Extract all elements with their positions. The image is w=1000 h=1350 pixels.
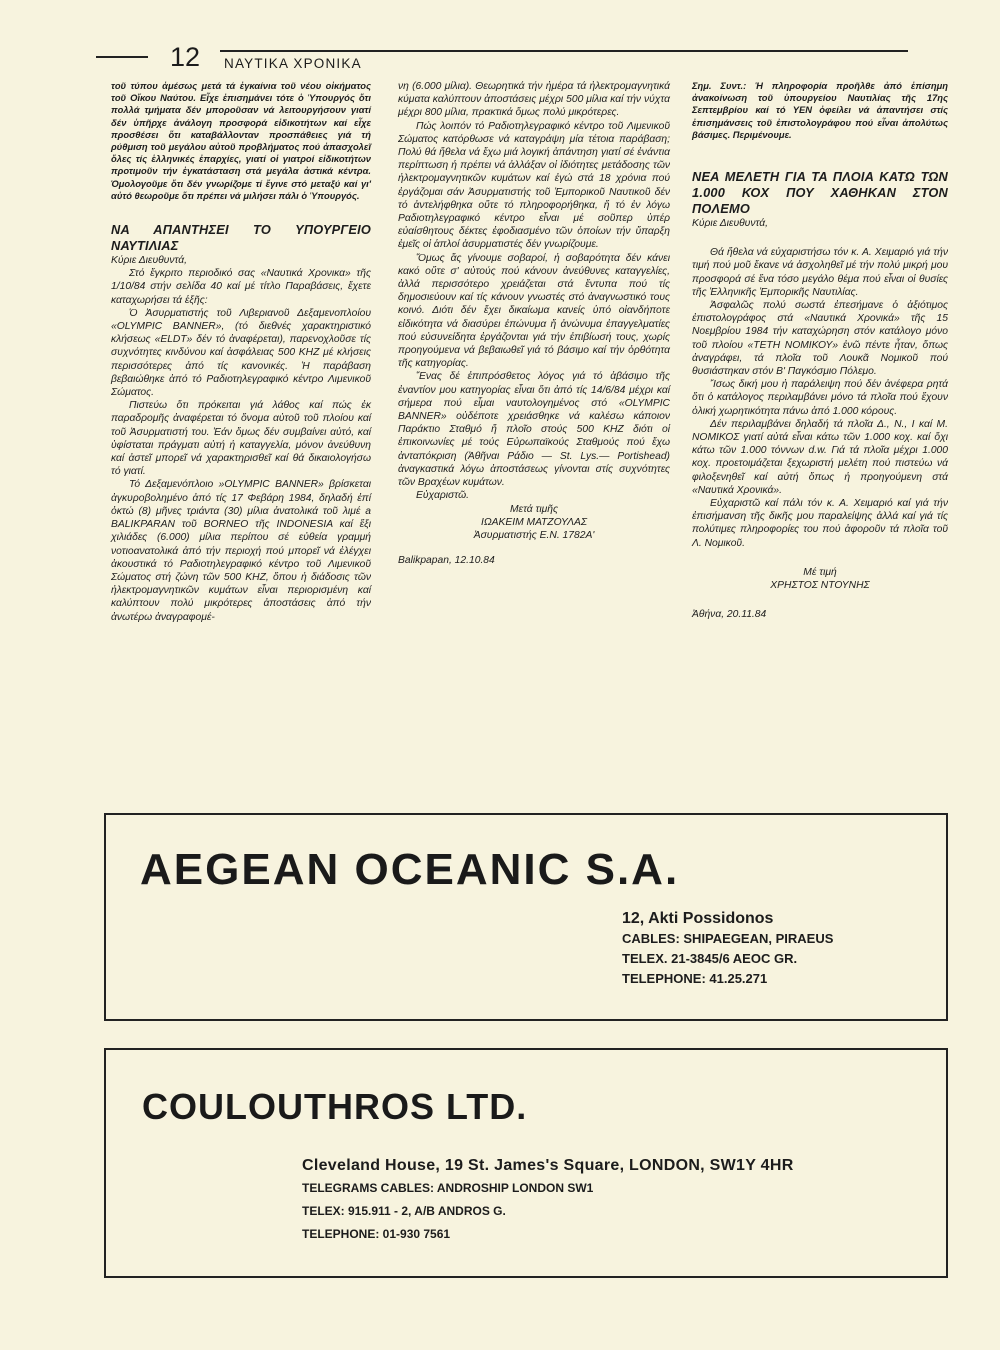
col1-heading: ΝΑ ΑΠΑΝΤΗΣΕΙ ΤΟ ΥΠΟΥΡΓΕΙΟ ΝΑΥΤΙΛΙΑΣ	[111, 222, 371, 254]
col3-paragraph: Δέν περιλαμβάνει δηλαδή τά πλοῖα Δ., Ν., Ι καί Μ. ΝΟΜΙΚΟΣ γιατί αὐτά εἶναι κάτω τῶν 1.000 κοχ. καί ὄχι κάτω τῶν 1.000 τόννων d.w. Γιά τά πλοῖα μέχρι 1.000 κοχ. προετοιμάζεται ξεχωριστή μελέτη πού πιστεύω νά φιλοξενηθεῖ καί αὐτή ὅπως ἡ προηγούμενη στά «Ναυτικά Χρονικά».	[692, 418, 948, 496]
editor-note-text: Ἡ πληροφορία προῆλθε ἀπό ἐπίσημη ἀνακοίνωση τοῦ ὑπουργείου Ναυτιλίας τῆς 17ης Σεπτεμβρίου καί τό ΥΕΝ ὀφείλει νά ἀπαντήσει στίς ἐπισημάνσεις τοῦ ἐπιστολογράφου πού εἶναι ἀπολύτως βάσιμες. Περιμένουμε.	[692, 80, 948, 140]
col3-heading: ΝΕΑ ΜΕΛΕΤΗ ΓΙΑ ΤΑ ΠΛΟΙΑ ΚΑΤΩ ΤΩΝ 1.000 ΚΟΧ ΠΟΥ ΧΑΘΗΚΑΝ ΣΤΟΝ ΠΟΛΕΜΟ	[692, 169, 948, 217]
col3-place-date: Ἀθήνα, 20.11.84	[692, 609, 767, 621]
col2-signer-title: Ἀσυρματιστής Ε.Ν. 1782Α'	[473, 529, 595, 541]
ad1-firm-name: AEGEAN OCEANIC S.A.	[140, 845, 680, 894]
advertisement-aegean-oceanic	[104, 813, 948, 1021]
advertisement-coulouthros	[104, 1048, 948, 1278]
column-3	[692, 80, 948, 622]
col1-paragraph: Ὁ Ἀσυρματιστής τοῦ Λιβεριανοῦ Δεξαμενοπλοίου «OLYMPIC BANNER», (τό διεθνές χαρακτηριστικό κλήσεως «ELDT» δέν τό ἀναφέρεται), παρενοχλοῦσε τίς συχνότητες κινδύνου καί ἀσφάλειας 500 KHZ μέ κλήσεις περισσότερες ἀπό τίς κανονικές. Ἡ παράβαση βεβαιώθηκε ἀπό τό Ραδιοτηλεγραφικό κέντρο Λιμενικοῦ Σώματος.	[111, 307, 371, 399]
col1-paragraph: Τό Δεξαμενόπλοιο »OLYMPIC BANNER» βρίσκεται ἀγκυροβολημένο ἀπό τίς 17 Φεβάρη 1984, δηλαδή ἐπί ὀκτώ (8) μῆνες τριάντα (30) μίλια ἀνατολικά τοῦ λιμέ a BALIKPARAN τοῦ BORNEO τῆς INDONESIA καί ἕξι χιλιάδες (6.000) μίλια περίπου σέ εὐθεία γραμμή νοτιοανατολικά ἀπό τήν περιοχή πού μπορεῖ νά ἐλέγχει ἀκουστικά τό Ραδιοτηλεγραφικό κέντρο τοῦ Λιμενικοῦ Σώματος στή ζώνη τῶν 500 KHZ, ὅπου ἡ διάδοσις τῶν ἠλεκτρομαγνητικῶν κυμάτων εἶναι περιορισμένη καί καλύπτουν πολύ μικρότερες ἀποστάσεις ἀπό τήν ἀνωτέρω ἀναγραφομέ-	[111, 479, 371, 623]
column-1	[111, 80, 371, 624]
col3-paragraph: Ἀσφαλῶς πολύ σωστά ἐπεσήμανε ὁ ἀξιότιμος ἐπιστολογράφος στά «Ναυτικά Χρονικά» τῆς 15 Νοεμβρίου 1984 τήν καταχώρηση στόν κατάλογο μόνο τοῦ πλοίου «ΤΕΤΗ ΝΟΜΙΚΟΥ» ἐνῶ πέντε ἦταν, ὅπως ἀναγράφει, τά πλοῖα τοῦ Λουκᾶ Νομικοῦ πού θυσιάστηκαν στόν Β' Παγκόσμιο Πόλεμο.	[692, 300, 948, 378]
ad2-telex: TELEX: 915.911 - 2, A/B ANDROS G.	[302, 1204, 506, 1218]
col2-paragraph: Ἕνας δέ ἐπιπρόσθετος λόγος γιά τό ἀβάσιμο τῆς ἐναντίον μου κατηγορίας εἶναι ὅτι ἀπό τίς 14/6/84 μέχρι καί σήμερα πού εἶμαι ναυτολογημένος στό «OLYMPIC BANNER» οὐδέποτε χρειάσθηκε νά καλέσω κάποιον Παράκτιο Σταθμό ἤ πλοῖο στούς 500 KHZ διότι οἱ ἐπικοινωνίες μέ τούς Εὐρωπαϊκούς Σταθμούς πού ἔχω ἀνταπόκριση (Ἀθῆναι Ράδιο — St. Lys.— Portishead) ἀναγκαστικά λόγω ἀποστάσεως γίνονται στίς συχνότητες τῶν Βραχέων κυμάτων.	[398, 371, 670, 489]
ad2-firm-name: COULOUTHROS LTD.	[142, 1086, 528, 1127]
col1-paragraph: Πιστεύω ὅτι πρόκειται γιά λάθος καί πώς ἐκ παραδρομῆς ἀναφέρεται τό ὄνομα αὐτοῦ τοῦ πλοίου καί τοῦ Ἀσυρματιστή του. Ἐάν ὅμως δέν συμβαίνει αὐτό, καί ὑφίσταται πράγματι αὐτή ἡ καταγγελία, μόνον ἀνεύθυνη καί ἀστεῖ μπορεῖ νά χαρακτηρισθεῖ καί θά δικαιολογήσω τό γιατί.	[111, 400, 371, 478]
col2-paragraph: νη (6.000 μίλια). Θεωρητικά τήν ἡμέρα τά ἠλεκτρομαγνητικά κύματα καλύπτουν ἀποστάσεις μέχρι 500 μίλια καί τήν νύχτα μέχρι 800 μίλια, πρακτικά ὅμως πολύ μικρότερες.	[398, 81, 670, 119]
ad2-contact-block	[302, 1154, 794, 1246]
column-2	[398, 80, 670, 567]
editor-note-label: Σημ. Συντ.:	[692, 80, 747, 91]
col2-paragraph: Πώς λοιπόν τό Ραδιοτηλεγραφικό κέντρο τοῦ Λιμενικοῦ Σώματος κατόρθωσε νά καταγράψη μία τέτοια παράβαση; Πολύ θά ἤθελα νά ἔχω μιά λογική ἀπάντηση γιατί σέ ἐνάντια περίπτωση ἡ πρέπει νά ἀλλάξαν οἱ ἰδιότητες μετάδοσης τῶν ἠλεκτρομαγνητικῶν κυμάτων καί ἐγώ στά 18 χρόνια πού ἐργάζομαι σάν Ἀσυρματιστής τοῦ Ἐμπορικοῦ Ναυτικοῦ δέν τό ἀντελήφθηκα οὔτε τό πληροφορήθηκα, ἤ τό ἐν λόγω Ραδιοτηλεγραφικό κέντρο εἶναι μέ σοῦπερ ὑπέρ εὐαίσθητους δέκτες ἐφοδιασμένο τῶν ὁποίων τήν ὕπαρξη ἐμεῖς οἱ ἁπλοί ἀσυρματιστές δέν γνωρίζουμε.	[398, 120, 670, 251]
col1-intro: τοῦ τύπου ἀμέσως μετά τά ἐγκαίνια τοῦ νέου οἰκήματος τοῦ Οἴκου Ναύτου. Εἶχε ἐπισημάνει τότε ὁ Ὑπουργός ὅτι πολλά τμήματα δέν μποροῦσαν νά λειτουργήσουν γιατί δέν ὑπῆρχε ἀνάλογη προσφορά εἰδικοτήτων καί εἶχε προσθέσει ὅτι καταβάλλονταν προσπάθειες γιά τή ρύθμιση τοῦ μεγάλου αὐτοῦ προβλήματος πού ἀπασχολεῖ ὅλες τίς ἑλληνικές ἐπαρχίες, γιατί οἱ γιατροί εἰδικοτήτων προτιμοῦν τήν ἐγκατάσταση στά μεγάλα ἀστικά κέντρα. Ὁμολογοῦμε ὅτι δέν γνωρίζομε τί ἔγινε στό μεταξύ καί γι' αὐτό θεωροῦμε ὅτι πρέπει νά μιλήσει πάλι ὁ Ὑπουργός.	[111, 80, 371, 201]
col3-regards: Μέ τιμή	[803, 566, 837, 578]
col3-paragraph: Ἴσως δική μου ἡ παράλειψη πού δέν ἀνέφερα ρητά ὅτι ὁ κατάλογος περιλαμβάνει μόνο τά πλοῖα πού ἔχουν ὁλική χωρητικότητα πάνω ἀπό 1.000 κόρους.	[692, 379, 948, 417]
col3-editor-note	[692, 80, 948, 141]
col1-paragraph: Στό ἔγκριτο περιοδικό σας «Ναυτικά Χρονικα» τῆς 1/10/84 στήν σελίδα 40 καί μέ τίτλο Παραβάσεις, ἔχετε καταχωρήσει τά ἑξῆς:	[111, 268, 371, 306]
header-rule-right	[220, 50, 908, 52]
col3-salutation: Κύριε Διευθυντά,	[692, 218, 768, 230]
col2-thanks: Εὐχαριστῶ.	[416, 490, 469, 502]
page-number: 12	[170, 42, 201, 72]
ad2-address: Cleveland House, 19 St. James's Square, LONDON, SW1Y 4HR	[302, 1157, 794, 1174]
ad1-telex: TELEX. 21-3845/6 AEOC GR.	[622, 951, 798, 966]
col3-paragraph: Θά ἤθελα νά εὐχαριστήσω τόν κ. Α. Χειμαριό γιά τήν τιμή πού μοῦ ἔκανε νά ἀσχοληθεῖ μέ τήν πολύ μικρή μου προσφορά σέ ἕνα τόσο μεγάλο θέμα πού εἶναι οἱ θυσίες τῆς Ἑλληνικῆς Ἐμπορικῆς Ναυτιλίας.	[692, 247, 948, 298]
col3-signer: ΧΡΗΣΤΟΣ ΝΤΟΥΝΗΣ	[770, 580, 870, 592]
col2-paragraph: Ὅμως ἄς γίνουμε σοβαροί, ἡ σοβαρότητα δέν κάνει κακό οὔτε σ' αὐτούς πού κάνουν ἀνεύθυνες καταγγελίες, ἀλλά περισσότερο χρειάζεται στά ἔντυπα πού τίς δημοσιεύουν καί τίς κάνουν γνωστές στό ἀναγνωστικό τους κοινό. Διότι δέν ἔχει δικαίωμα κανείς ὑπό οἱανδήποτε εἰδικότητα νά διασύρει ἐπώνυμα ἤ ἀνώνυμα ἐπαγγελματίες πού εὐσυνείδητα ἐργάζονται γιά τήν ἐπιβίωσή τους, χωρίς προηγούμενα νά βεβαιωθεῖ γιά τό βάσιμο καί τήν ὀρθότητα τῆς κατηγορίας.	[398, 252, 670, 370]
ad1-address: 12, Akti Possidonos	[622, 910, 774, 927]
ad1-contact-block	[622, 909, 833, 989]
col2-regards: Μετά τιμῆς	[509, 503, 559, 515]
ad1-cables: CABLES: SHIPAEGEAN, PIRAEUS	[622, 931, 834, 946]
col3-paragraph: Εὐχαριστῶ καί πάλι τόν κ. Α. Χειμαριό καί γιά τήν ἐπισήμανση τῆς δικῆς μου παραλείψης ἀλλά καί γιά τίς πολύτιμες πληροφορίες του πού ἀφοροῦν τά πλοῖα τοῦ Λ. Νομικοῦ.	[692, 498, 948, 549]
magazine-title: ΝΑΥΤΙΚΑ ΧΡΟΝΙΚΑ	[224, 56, 362, 71]
ad2-telephone: TELEPHONE: 01-930 7561	[302, 1227, 451, 1241]
ad1-telephone: TELEPHONE: 41.25.271	[622, 971, 768, 986]
ad2-telegrams: TELEGRAMS CABLES: ANDROSHIP LONDON SW1	[302, 1181, 594, 1195]
col2-signer: ΙΩΑΚΕΙΜ ΜΑΤΖΟΥΛΑΣ	[480, 516, 588, 528]
page-header	[96, 42, 908, 72]
col1-salutation: Κύριε Διευθυντά,	[111, 255, 187, 267]
header-rule-left	[96, 56, 148, 58]
col2-place-date: Balikpapan, 12.10.84	[398, 555, 495, 567]
